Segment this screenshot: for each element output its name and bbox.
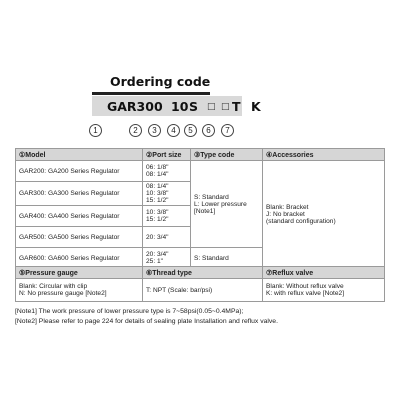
ordering-code-heading: [92, 74, 302, 95]
note-1: [Note1] The work pressure of lower pressure type is 7~58psi(0.05~0.4MPa);: [15, 308, 244, 315]
header-pressure-gauge: ⑤Pressure gauge: [16, 267, 143, 279]
code-index-3: 3: [148, 124, 161, 137]
code-index-7: 7: [221, 124, 234, 137]
code-index-1: 1: [89, 124, 102, 137]
port-cell: 10: 3/8" 15: 1/2": [143, 206, 191, 227]
table-row: [16, 279, 385, 302]
footnotes: [15, 307, 395, 327]
port-cell: 20: 3/4" 25: 1": [143, 248, 191, 269]
code-index-5: 5: [184, 124, 197, 137]
code-index-6: 6: [202, 124, 215, 137]
model-cell: GAR400: GA400 Series Regulator: [16, 206, 143, 227]
model-cell: GAR200: GA200 Series Regulator: [16, 161, 143, 182]
header-type-code: ③Type code: [191, 149, 263, 161]
note-2: [Note2] Please refer to page 224 for details of sealing plate Installation and reflux valve.: [15, 318, 278, 325]
model-cell: GAR500: GA500 Series Regulator: [16, 227, 143, 248]
header-accessories: ④Accessories: [263, 149, 385, 161]
model-cell: GAR300: GA300 Series Regulator: [16, 182, 143, 206]
code-accessory-placeholder: □: [207, 102, 216, 112]
accessories-cell: Blank: Bracket J: No bracket (standard configuration): [263, 161, 385, 269]
model-table: [15, 148, 385, 269]
header-port-size: ②Port size: [143, 149, 191, 161]
title-underline: [92, 92, 210, 95]
code-reflux: K: [251, 99, 261, 114]
type-code-cell: S: Standard: [191, 248, 263, 269]
page-title: Ordering code: [110, 74, 211, 89]
options-table: [15, 266, 385, 302]
port-cell: 06: 1/8" 08: 1/4": [143, 161, 191, 182]
header-thread-type: ⑥Thread type: [143, 267, 263, 279]
model-cell: GAR600: GA600 Series Regulator: [16, 248, 143, 269]
code-thread: T: [232, 99, 241, 114]
code-gauge-placeholder: □: [221, 102, 230, 112]
code-port-size: 10: [171, 99, 189, 114]
ordering-code: [0, 99, 400, 115]
code-index-4: 4: [167, 124, 180, 137]
code-model: GAR300: [107, 99, 163, 114]
table-header-row: [16, 267, 385, 279]
thread-type-cell: T: NPT (Scale: bar/psi): [143, 279, 263, 302]
table-row: [16, 161, 385, 182]
type-code-cell: S: Standard L: Lower pressure [Note1]: [191, 161, 263, 248]
table-header-row: [16, 149, 385, 161]
reflux-valve-cell: Blank: Without reflux valve K: with reflux valve [Note2]: [263, 279, 385, 302]
header-model: ①Model: [16, 149, 143, 161]
port-cell: 08: 1/4" 10: 3/8" 15: 1/2": [143, 182, 191, 206]
code-index-2: 2: [129, 124, 142, 137]
code-type: S: [189, 99, 199, 114]
pressure-gauge-cell: Blank: Circular with clip N: No pressure gauge [Note2]: [16, 279, 143, 302]
header-reflux-valve: ⑦Reflux valve: [263, 267, 385, 279]
port-cell: 20: 3/4": [143, 227, 191, 248]
